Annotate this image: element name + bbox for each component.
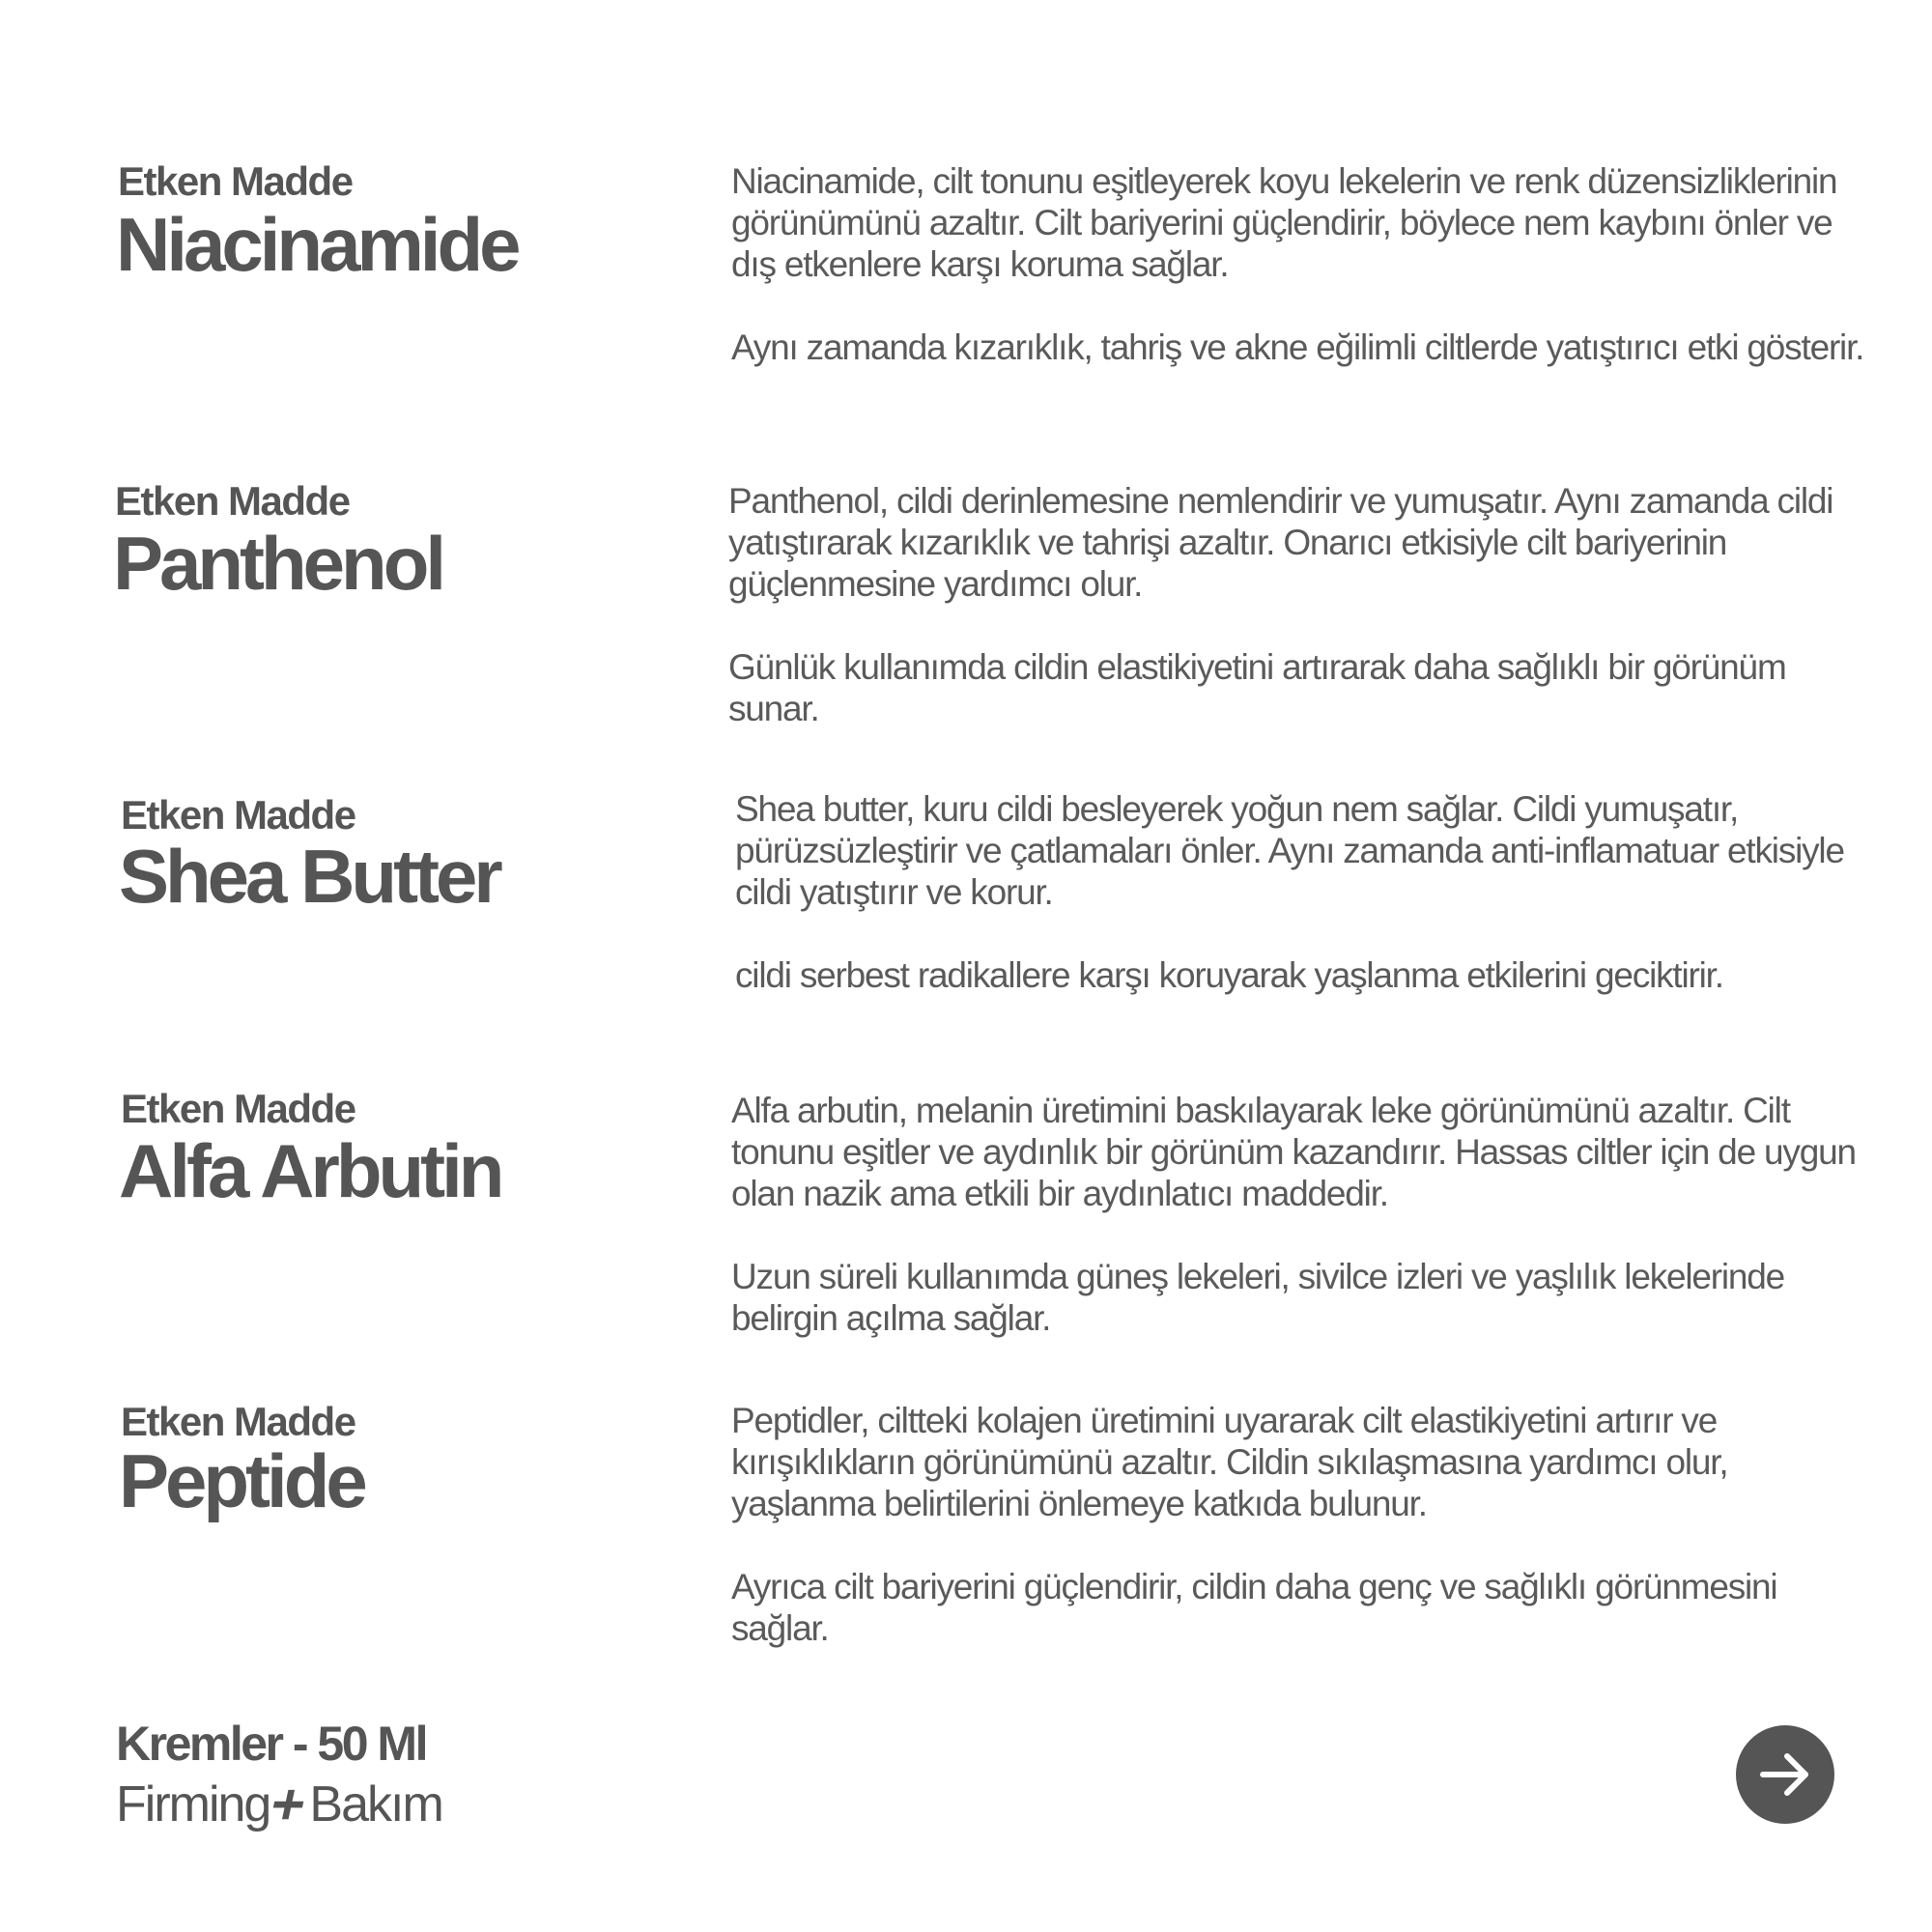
description-paragraph: Panthenol, cildi derinlemesine nemlendirir ve yumuşatır. Aynı zamanda cildi yatıştırarak kızarıklık ve tahrişi azaltır. Onarıcı etkisiyle cilt bariyerinin güçlenmesine yardımcı olur. [728,481,1833,604]
plus-icon: + [265,1772,311,1836]
description-paragraph: Shea butter, kuru cildi besleyerek yoğun nem sağlar. Cildi yumuşatır, pürüzsüzleştirir ve çatlamaları önler. Aynı zamanda anti-inflamatuar etkisiyle cildi yatıştırır ve korur. [735,789,1844,912]
ingredient-name: Alfa Arbutin [119,1128,501,1213]
description-paragraph: Alfa arbutin, melanin üretimini baskılayarak leke görünümünü azaltır. Cilt tonunu eşitler ve aydınlık bir görünüm kazandırır. Hassas ciltler için de uygun olan nazik ama etkili bir aydınlatıcı maddedir. [731,1091,1856,1213]
arrow-right-icon [1757,1747,1813,1803]
ingredient-description [735,788,1875,996]
description-paragraph: Günlük kullanımda cildin elastikiyetini artırarak daha sağlıklı bir görünüm sunar. [728,647,1786,728]
subtitle-bakim: Bakım [309,1776,442,1833]
ingredient-label: Etken Madde [118,158,353,204]
ingredient-description [731,1400,1871,1649]
description-paragraph: Niacinamide, cilt tonunu eşitleyerek koyu lekelerin ve renk düzensizliklerinin görünümünü azaltır. Cilt bariyerini güçlendirir, böylece nem kaybını önler ve dış etkenlere karşı koruma sağlar. [731,161,1837,284]
subtitle-firming: Firming [116,1776,270,1833]
ingredient-label: Etken Madde [121,1399,355,1444]
next-button[interactable] [1736,1725,1834,1824]
ingredient-label: Etken Madde [121,1086,355,1131]
ingredient-description [731,1090,1871,1339]
ingredient-name: Niacinamide [116,202,518,287]
description-paragraph: Aynı zamanda kızarıklık, tahriş ve akne eğilimli ciltlerde yatıştırıcı etki gösterir. [731,327,1864,367]
ingredient-name: Panthenol [113,521,443,606]
description-paragraph: Ayrıca cilt bariyerini güçlendirir, cildin daha genç ve sağlıklı görünmesini sağlar. [731,1567,1777,1648]
ingredient-description [728,480,1868,729]
ingredient-name: Shea Butter [119,834,499,919]
ingredient-label: Etken Madde [121,792,355,838]
description-paragraph: Uzun süreli kullanımda güneş lekeleri, sivilce izleri ve yaşlılık lekelerinde belirgin açılma sağlar. [731,1257,1785,1338]
description-paragraph: cildi serbest radikallere karşı koruyarak yaşlanma etkilerini geciktirir. [735,955,1723,995]
ingredient-name: Peptide [119,1438,364,1523]
ingredient-description [731,160,1871,368]
ingredient-label: Etken Madde [115,478,350,524]
product-subtitle [116,1772,442,1836]
product-title: Kremler - 50 Ml [116,1717,426,1771]
description-paragraph: Peptidler, ciltteki kolajen üretimini uyararak cilt elastikiyetini artırır ve kırışıklıkların görünümünü azaltır. Cildin sıkılaşmasına yardımcı olur, yaşlanma belirtilerini önlemeye katkıda bulunur. [731,1401,1728,1523]
